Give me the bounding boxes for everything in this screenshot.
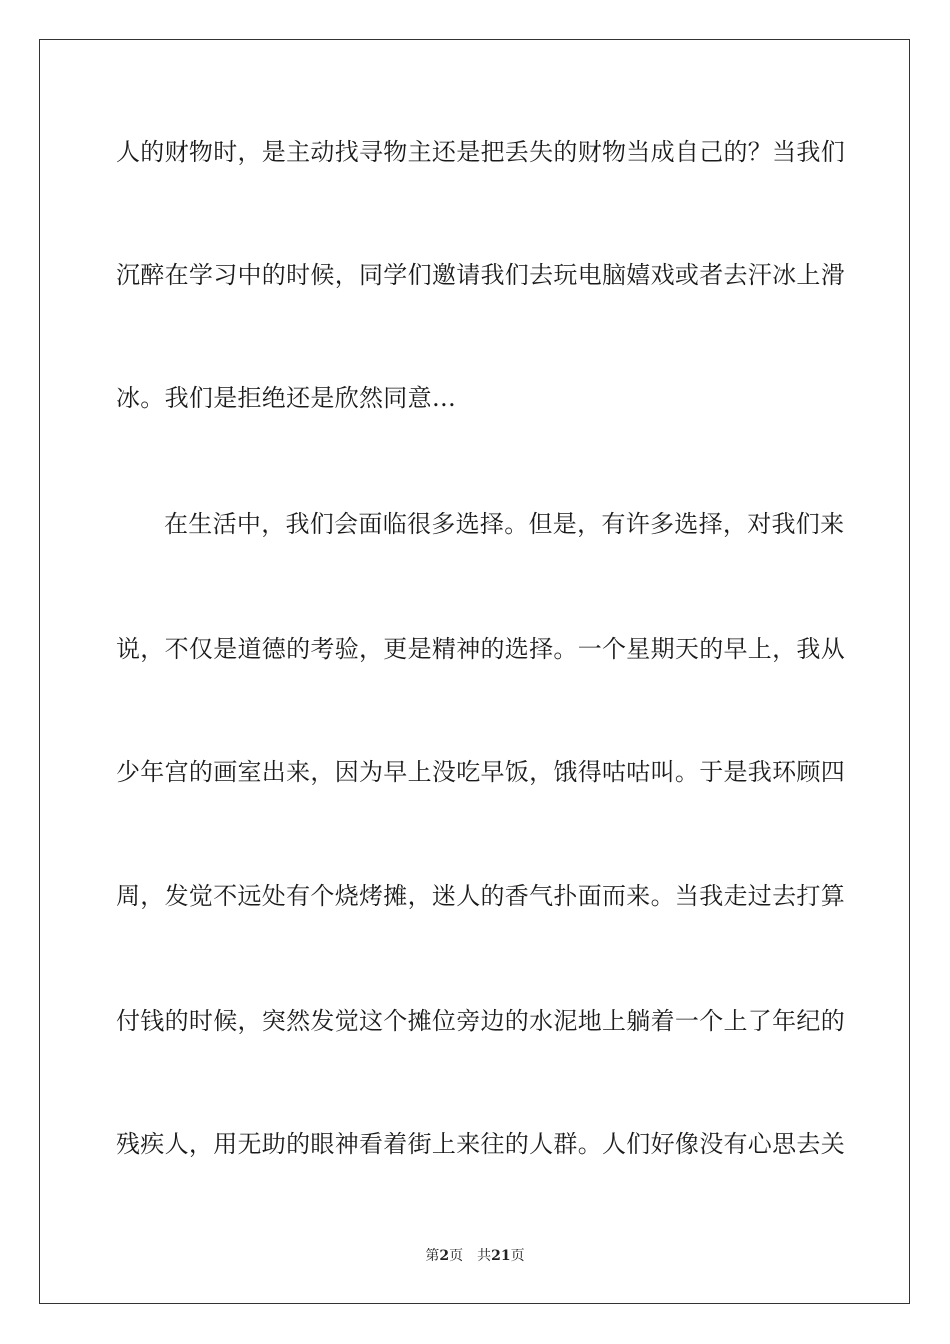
total-pages: 21 xyxy=(491,1248,511,1264)
text-line-7: 周，发觉不远处有个烧烤摊，迷人的香气扑面而来。当我走过去打算 xyxy=(116,882,845,910)
text-line-4-paragraph-start: 在生活中，我们会面临很多选择。但是，有许多选择，对我们来 xyxy=(164,510,845,538)
page-prefix: 第 xyxy=(425,1248,440,1264)
page-footer xyxy=(0,1246,950,1266)
text-line-8: 付钱的时候，突然发觉这个摊位旁边的水泥地上躺着一个上了年纪的 xyxy=(116,1007,845,1035)
page-suffix: 页 xyxy=(449,1248,464,1264)
total-prefix: 共 xyxy=(477,1248,492,1264)
page-number: 2 xyxy=(439,1248,450,1264)
text-line-1: 人的财物时，是主动找寻物主还是把丢失的财物当成自己的？当我们 xyxy=(116,138,845,166)
text-line-9: 残疾人，用无助的眼神看着街上来往的人群。人们好像没有心思去关 xyxy=(116,1130,845,1158)
text-line-5: 说，不仅是道德的考验，更是精神的选择。一个星期天的早上，我从 xyxy=(116,635,845,663)
text-line-3: 冰。我们是拒绝还是欣然同意… xyxy=(116,384,457,412)
text-line-2: 沉醉在学习中的时候，同学们邀请我们去玩电脑嬉戏或者去汗冰上滑 xyxy=(116,261,845,289)
total-suffix: 页 xyxy=(510,1248,525,1264)
text-line-6: 少年宫的画室出来，因为早上没吃早饭，饿得咕咕叫。于是我环顾四 xyxy=(116,758,845,786)
page-border xyxy=(39,39,910,1304)
